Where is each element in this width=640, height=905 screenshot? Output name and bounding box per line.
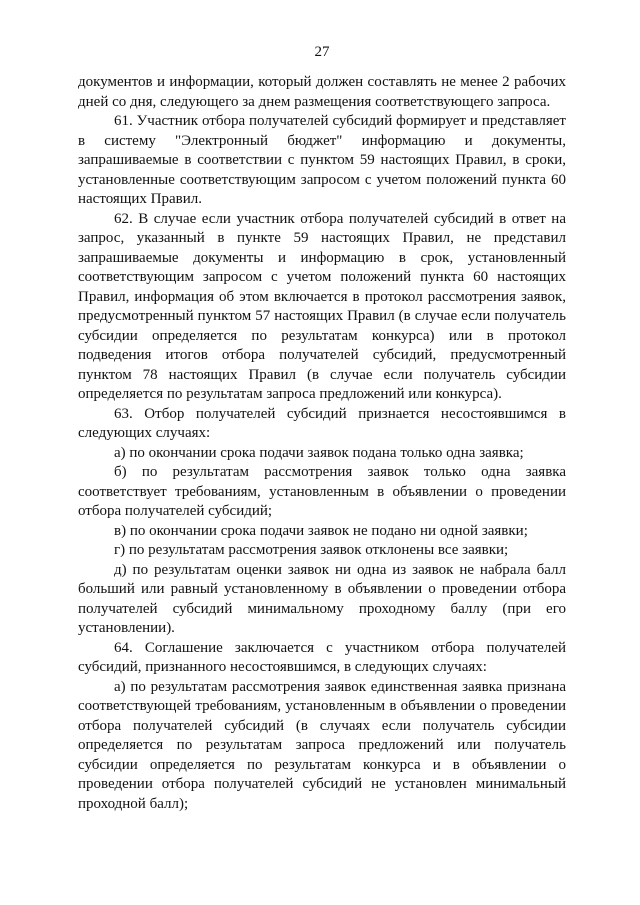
paragraph-64: 64. Соглашение заключается с участником отбора получателей субсидий, признанного несостоявшимся, в следующих случаях: xyxy=(78,639,566,675)
paragraph-62: 62. В случае если участник отбора получателей субсидий в ответ на запрос, указанный в пункте 59 настоящих Правил, не представил запрашиваемые документы и информацию в срок, установленный соответствующим запросом с учетом положений пункта 60 настоящих Правил, информация об этом включается в протокол рассмотрения заявок, предусмотренный пунктом 57 настоящих Правил (в случае если получатель субсидии определяется по результатам конкурса) или в протокол подведения итогов отбора получателей субсидий, предусмотренный пунктом 78 настоящих Правил (в случае если получатель субсидии определяется по результатам запроса предложений или конкурса). xyxy=(78,210,566,402)
paragraph-63-d: д) по результатам оценки заявок ни одна из заявок не набрала балл больший или равный установленному в объявлении о проведении отбора получателей субсидий минимальному проходному баллу (при его установлении). xyxy=(78,561,566,636)
paragraph-63-b: б) по результатам рассмотрения заявок только одна заявка соответствует требованиям, установленным в объявлении о проведении отбора получателей субсидий; xyxy=(78,464,566,519)
document-body xyxy=(78,73,566,814)
paragraph-continuation: документов и информации, который должен составлять не менее 2 рабочих дней со дня, следующего за днем размещения соответствующего запроса. xyxy=(78,74,566,110)
paragraph-63: 63. Отбор получателей субсидий признается несостоявшимся в следующих случаях: xyxy=(78,405,566,441)
paragraph-61: 61. Участник отбора получателей субсидий формирует и представляет в систему "Электронный бюджет" информацию и документы, запрашиваемые в соответствии с пунктом 59 настоящих Правил, в сроки, установленные соответствующим запросом с учетом положений пункта 60 настоящих Правил. xyxy=(78,113,566,207)
paragraph-63-v: в) по окончании срока подачи заявок не подано ни одной заявки; xyxy=(114,522,528,539)
paragraph-63-a: а) по окончании срока подачи заявок подана только одна заявка; xyxy=(114,444,524,461)
paragraph-64-a: а) по результатам рассмотрения заявок единственная заявка признана соответствующей требованиям, установленным в объявлении о проведении отбора получателей субсидий (в случаях если получатель субсидии определяется по результатам запроса предложений или получатель субсидии определяется по результатам конкурса и в объявлении о проведении отбора получателей субсидий не установлен минимальный проходной балл); xyxy=(78,678,566,812)
paragraph-63-g: г) по результатам рассмотрения заявок отклонены все заявки; xyxy=(114,542,509,558)
page-number: 27 xyxy=(314,44,330,60)
